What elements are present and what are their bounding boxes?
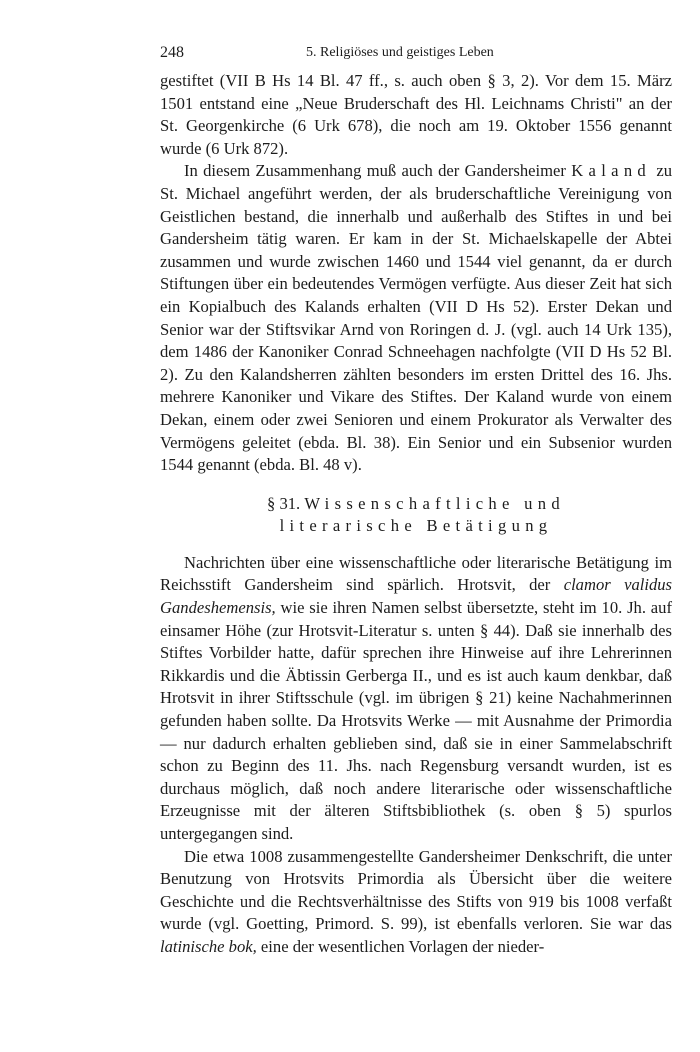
body-text	[160, 70, 672, 477]
running-header	[160, 44, 672, 70]
kaland-spaced-term: Kaland	[571, 161, 652, 181]
page-number: 248	[160, 44, 184, 61]
section-body-text	[160, 552, 672, 959]
book-page	[160, 44, 672, 959]
hrotsvit-text-a: Nachrichten über eine wissenschaftliche oder literarische Betätigung im Reichsstift Gandersheim sind spärlich. Hrotsvit, der	[160, 552, 672, 595]
paragraph-hrotsvit	[160, 552, 672, 846]
section-number: § 31.	[267, 493, 301, 513]
kaland-body-text: zu St. Michael angeführt werden, der als bruderschaftliche Vereinigung von Geistlichen bestand, die innerhalb und außerhalb des Stiftes in und bei Gandersheim tätig waren. Er kam in der St. Michaelskapelle der Abtei zusammen und wurde zwischen 1460 und 1544 viel genannt, da er durch Stiftungen über ein bedeutendes Vermögen verfügte. Aus dieser Zeit hat sich ein Kopialbuch des Kalands erhalten (VII D Hs 52). Erster Dekan und Senior war der Stiftsvikar Arnd von Roringen d. J. (vgl. auch 14 Urk 135), dem 1486 der Kanoniker Conrad Schneehagen nachfolgte (VII D Hs 52 Bl. 2). Zu den Kalandsherren zählten besonders im ersten Drittel des 16. Jhs. mehrere Kanoniker und Vikare des Stiftes. Der Kaland wurde von einem Dekan, einem oder zwei Senioren und einem Prokurator als Verwalter des Vermögens geleitet (ebda. Bl. 38). Ein Senior und ein Subsenior wurden 1544 genannt (ebda. Bl. 48 v).	[160, 161, 673, 475]
denkschrift-text-b: eine der wesentlichen Vorlagen der nieder-	[256, 936, 545, 956]
section-title-part1: Wissenschaftliche und	[304, 493, 565, 513]
denkschrift-text-a: Die etwa 1008 zusammengestellte Gandersheimer Denkschrift, die unter Benutzung von Hrotsvits Primordia als Übersicht über die weitere Geschichte und die Rechtsverhältnisse des Stifts von 919 bis 1008 verfaßt wurde (vgl. Goetting, Primord. S. 99), ist ebenfalls verloren. Sie war das	[160, 846, 672, 934]
section-heading-line1	[160, 493, 672, 516]
paragraph-kaland	[160, 160, 672, 476]
denkschrift-italic-phrase: latinische bok,	[160, 936, 257, 956]
chapter-title: 5. Religiöses und geistiges Leben	[306, 45, 494, 60]
hrotsvit-latin-phrase: clamor validus Gandeshemensis,	[160, 575, 673, 618]
kaland-intro-text: In diesem Zusammenhang muß auch der Gandersheimer	[184, 161, 572, 181]
paragraph-denkschrift	[160, 846, 672, 959]
section-title-part2: literarische Betätigung	[279, 516, 553, 536]
paragraph-bruderschaft: gestiftet (VII B Hs 14 Bl. 47 ff., s. auch oben § 3, 2). Vor dem 15. März 1501 entstand eine „Neue Bruderschaft des Hl. Leichnams Christi" an der St. Georgenkirche (6 Urk 678), die noch am 19. Oktober 1556 genannt wurde (6 Urk 872).	[160, 71, 672, 158]
section-heading	[160, 493, 672, 538]
hrotsvit-text-b: wie sie ihren Namen selbst übersetzte, steht im 10. Jh. auf einsamer Höhe (zur Hrotsvit-Literatur s. unten § 44). Daß sie innerhalb des Stiftes Vorbilder hatte, dafür sprechen ihre Hinweise auf ihre Lehrerinnen Rikkardis und die Äbtissin Gerberga II., und es ist auch kaum denkbar, daß Hrotsvit in ihrer Stiftsschule (vgl. im übrigen § 21) keine Nachahmerinnen gefunden haben sollte. Da Hrotsvits Werke — mit Ausnahme der Primordia — nur dadurch erhalten geblieben sind, daß sie in einer Sammelabschrift schon zu Beginn des 11. Jhs. nach Regensburg versandt wurden, ist es durchaus möglich, daß noch andere literarische oder wissenschaftliche Erzeugnisse mit der älteren Stiftsbibliothek (s. oben § 5) spurlos untergegangen sind.	[160, 598, 672, 843]
